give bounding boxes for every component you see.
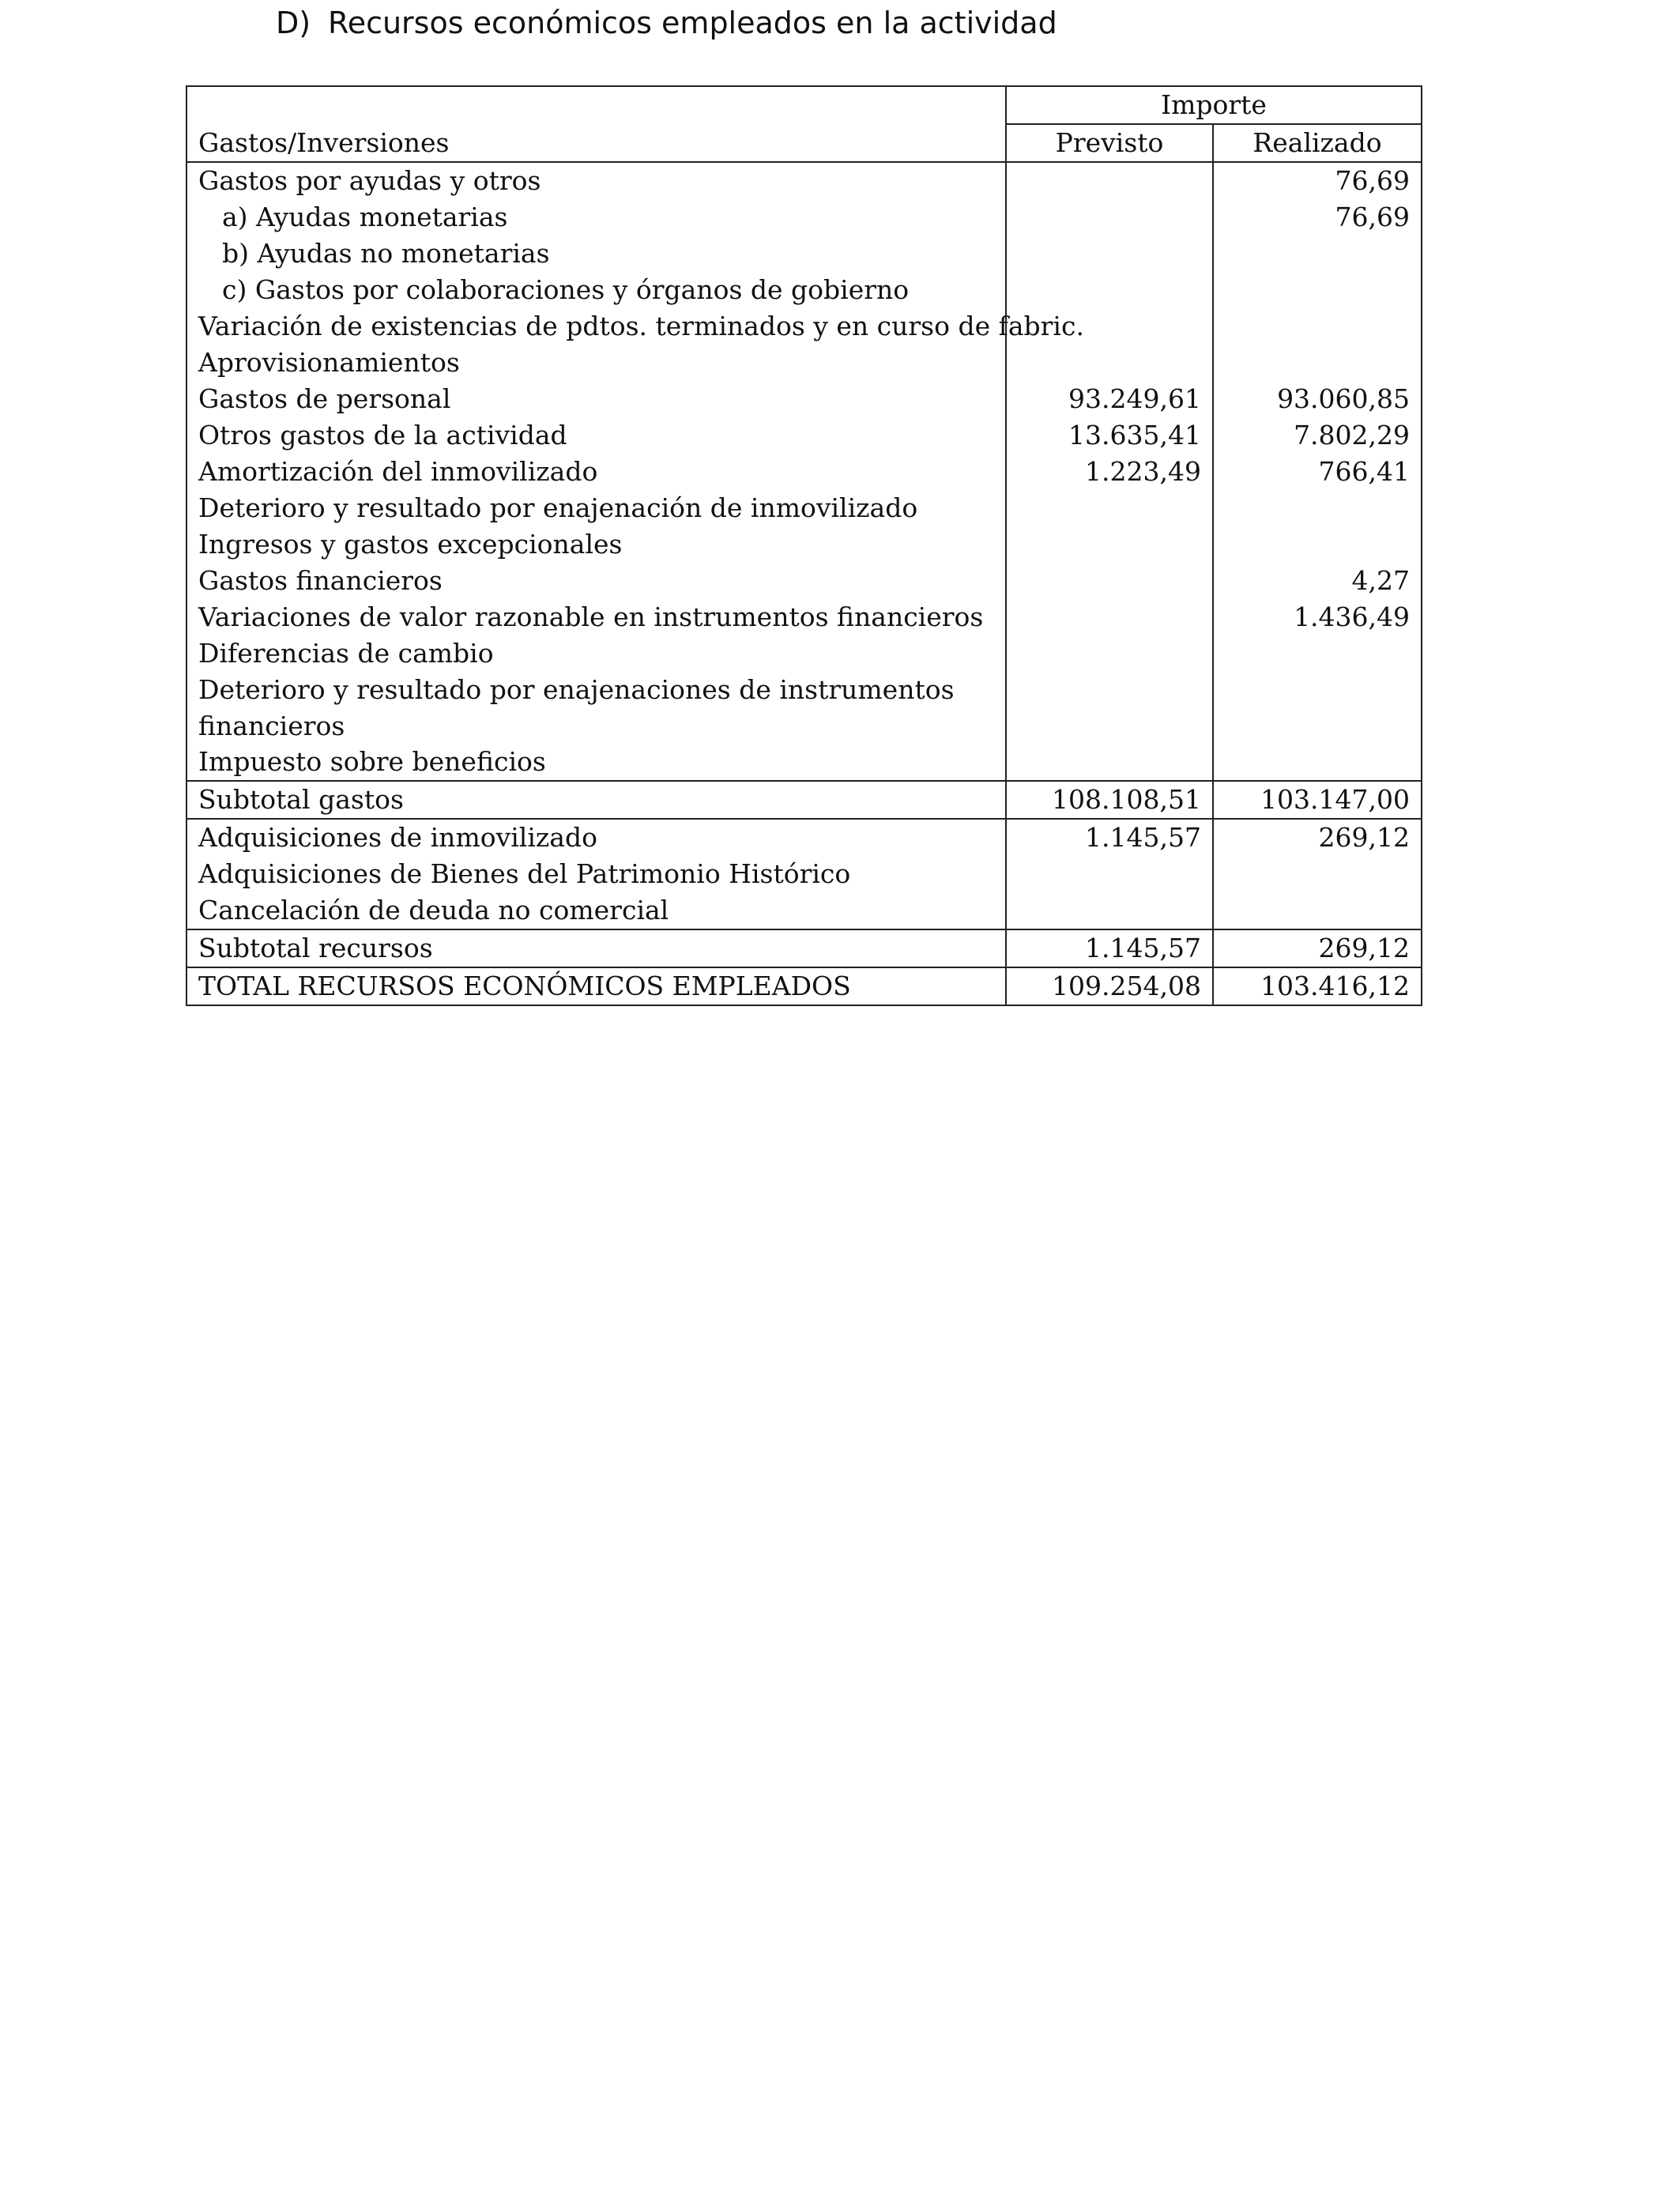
- row-realizado: 76,69: [1213, 162, 1422, 199]
- row-label: Variaciones de valor razonable en instrumentos financieros: [186, 599, 1006, 635]
- row-realizado: [1213, 236, 1422, 272]
- header-concept: Gastos/Inversiones: [186, 124, 1006, 162]
- row-label: Gastos financieros: [186, 563, 1006, 599]
- subtotal-gastos-row: [186, 781, 1422, 819]
- row-label: Adquisiciones de Bienes del Patrimonio Histórico: [186, 856, 1006, 892]
- row-label: Gastos por ayudas y otros: [186, 162, 1006, 199]
- row-realizado: 269,12: [1213, 819, 1422, 856]
- row-previsto: 108.108,51: [1006, 781, 1213, 819]
- table-row: [186, 162, 1422, 199]
- row-label: Deterioro y resultado por enajenación de inmovilizado: [186, 490, 1006, 526]
- row-realizado: [1213, 744, 1422, 781]
- row-previsto: [1006, 345, 1213, 381]
- row-previsto: [1006, 892, 1213, 929]
- row-realizado: [1213, 672, 1422, 744]
- header-row-group: [186, 86, 1422, 124]
- table-row: [186, 490, 1422, 526]
- row-previsto: [1006, 635, 1213, 672]
- table-row: [186, 236, 1422, 272]
- row-realizado: 766,41: [1213, 454, 1422, 490]
- row-previsto: [1006, 199, 1213, 236]
- row-label: Adquisiciones de inmovilizado: [186, 819, 1006, 856]
- table-row: [186, 381, 1422, 417]
- table-row: [186, 892, 1422, 929]
- header-realizado: Realizado: [1213, 124, 1422, 162]
- row-label: Otros gastos de la actividad: [186, 417, 1006, 454]
- section-marker: D): [276, 6, 311, 40]
- row-realizado: 103.416,12: [1213, 967, 1422, 1005]
- row-realizado: 269,12: [1213, 929, 1422, 967]
- row-realizado: [1213, 635, 1422, 672]
- row-previsto: [1006, 856, 1213, 892]
- row-previsto: [1006, 563, 1213, 599]
- row-label: Deterioro y resultado por enajenaciones de instrumentos financieros: [186, 672, 1006, 744]
- table-row: [186, 819, 1422, 856]
- section-title: Recursos económicos empleados en la actividad: [328, 6, 1057, 40]
- table-row: [186, 272, 1422, 308]
- row-realizado: 93.060,85: [1213, 381, 1422, 417]
- resources-table: [186, 85, 1422, 1006]
- row-realizado: [1213, 892, 1422, 929]
- row-realizado: 4,27: [1213, 563, 1422, 599]
- row-label: Ingresos y gastos excepcionales: [186, 526, 1006, 563]
- row-label: TOTAL RECURSOS ECONÓMICOS EMPLEADOS: [186, 967, 1006, 1005]
- table-row: [186, 199, 1422, 236]
- table-row: [186, 856, 1422, 892]
- table-row: [186, 526, 1422, 563]
- row-realizado: [1213, 526, 1422, 563]
- row-previsto: 1.145,57: [1006, 819, 1213, 856]
- row-label: Aprovisionamientos: [186, 345, 1006, 381]
- row-label: a) Ayudas monetarias: [186, 199, 1006, 236]
- row-previsto: 13.635,41: [1006, 417, 1213, 454]
- table-row: [186, 744, 1422, 781]
- section-heading: [276, 3, 1057, 43]
- table-row: [186, 599, 1422, 635]
- row-realizado: 7.802,29: [1213, 417, 1422, 454]
- row-previsto: 1.223,49: [1006, 454, 1213, 490]
- header-row-columns: [186, 124, 1422, 162]
- row-previsto: 109.254,08: [1006, 967, 1213, 1005]
- row-previsto: [1006, 490, 1213, 526]
- total-row: [186, 967, 1422, 1005]
- table-row: [186, 345, 1422, 381]
- row-previsto: [1006, 526, 1213, 563]
- row-realizado: [1213, 308, 1422, 345]
- table-row: [186, 417, 1422, 454]
- row-label: Cancelación de deuda no comercial: [186, 892, 1006, 929]
- row-label: Impuesto sobre beneficios: [186, 744, 1006, 781]
- row-label: Subtotal gastos: [186, 781, 1006, 819]
- row-previsto: [1006, 162, 1213, 199]
- table-row: [186, 563, 1422, 599]
- row-realizado: 76,69: [1213, 199, 1422, 236]
- row-label: c) Gastos por colaboraciones y órganos de gobierno: [186, 272, 1006, 308]
- subtotal-recursos-row: [186, 929, 1422, 967]
- row-realizado: [1213, 272, 1422, 308]
- row-previsto: [1006, 744, 1213, 781]
- row-realizado: [1213, 490, 1422, 526]
- row-previsto: [1006, 236, 1213, 272]
- row-realizado: 1.436,49: [1213, 599, 1422, 635]
- table-row: [186, 635, 1422, 672]
- table-row: [186, 672, 1422, 744]
- row-label: Diferencias de cambio: [186, 635, 1006, 672]
- row-label: Amortización del inmovilizado: [186, 454, 1006, 490]
- row-previsto: [1006, 272, 1213, 308]
- row-previsto: [1006, 672, 1213, 744]
- table-row: [186, 308, 1422, 345]
- header-blank-cell: [186, 86, 1006, 124]
- row-label: b) Ayudas no monetarias: [186, 236, 1006, 272]
- row-realizado: 103.147,00: [1213, 781, 1422, 819]
- row-previsto: [1006, 599, 1213, 635]
- row-label: Variación de existencias de pdtos. terminados y en curso de fabric.: [186, 308, 1006, 345]
- header-importe: Importe: [1006, 86, 1422, 124]
- row-label: Gastos de personal: [186, 381, 1006, 417]
- row-previsto: 1.145,57: [1006, 929, 1213, 967]
- header-previsto: Previsto: [1006, 124, 1213, 162]
- row-previsto: 93.249,61: [1006, 381, 1213, 417]
- row-realizado: [1213, 345, 1422, 381]
- table-row: [186, 454, 1422, 490]
- row-realizado: [1213, 856, 1422, 892]
- row-label: Subtotal recursos: [186, 929, 1006, 967]
